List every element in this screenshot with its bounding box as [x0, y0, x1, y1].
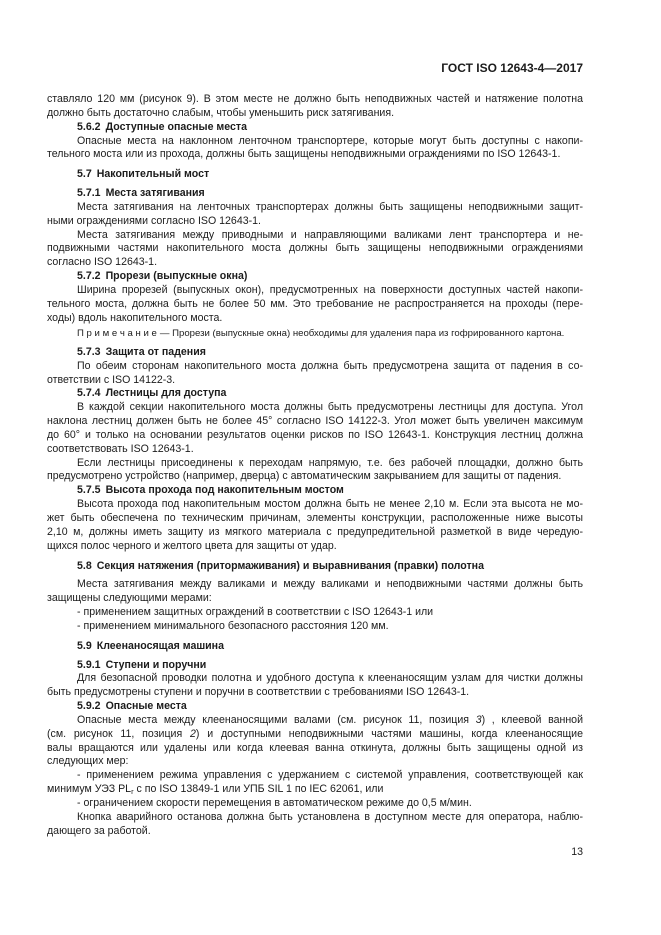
text-line: Места затягивания на ленточных транспортерах должны быть защищены неподвижными защит- — [77, 200, 583, 213]
section-number: 5.9 — [77, 639, 92, 652]
document-designation: ГОСТ ISO 12643-4—2017 — [441, 61, 583, 75]
text-line: - применением режима управления с удержанием с системой управления, соответствующей как — [77, 769, 583, 782]
measures-list — [47, 769, 583, 811]
clause-title: Ступени и поручни — [105, 658, 207, 671]
clause-number: 5.7.4 — [77, 387, 101, 400]
text-line: предусмотрено устройство (например, дверца) с автоматическим закрыванием для защиты от падения. — [47, 470, 562, 483]
section-title: Клеенаносящая машина — [96, 639, 224, 652]
text-line: ными ограждениями согласно ISO 12643-1. — [47, 214, 261, 227]
clause-heading-5-7-4 — [47, 387, 583, 401]
text-line: должно быть достаточно слабым, чтобы уменьшить риск затягивания. — [47, 106, 395, 119]
paragraph — [47, 201, 583, 229]
paragraph — [47, 135, 583, 163]
text-line: 2,10 м, должны иметь защиту из мягкого материала с предупредительной разметкой в виде чередую- — [47, 525, 583, 538]
text-line — [47, 714, 583, 728]
paragraph — [47, 498, 583, 553]
text-line: В каждой секции накопительного моста должны быть предусмотрены лестницы для доступа. Угол — [77, 401, 583, 414]
clause-number: 5.7.3 — [77, 345, 101, 358]
text-line: Опасные места на наклонном ленточном транспортере, которые могут быть доступны с накопи- — [77, 134, 583, 147]
text-line: дающего за работой. — [47, 824, 151, 837]
section-heading-5-7 — [47, 168, 583, 182]
section-heading-5-8 — [47, 560, 583, 574]
subscript: r — [131, 787, 134, 797]
text-line: защищены следующими мерами: — [47, 592, 212, 605]
clause-title: Лестницы для доступа — [105, 387, 227, 400]
paragraph — [47, 672, 583, 700]
text-segment: (см. рисунок 11, позиция — [47, 727, 190, 740]
list-item — [47, 769, 583, 797]
section-title: Накопительный мост — [96, 168, 210, 181]
list-item: - применением минимального безопасного расстояния 120 мм. — [77, 619, 389, 632]
text-line: Высота прохода под накопительным мостом должна быть не менее 2,10 м. Если эта высота не мо- — [77, 498, 583, 511]
text-line: щихся полос черного и желтого цвета для защиты от удар. — [47, 539, 337, 552]
clause-title: Опасные места — [105, 700, 187, 713]
clause-heading-5-6-2 — [47, 121, 583, 135]
text-line: согласно ISO 12643-1. — [47, 256, 158, 269]
clause-number: 5.9.2 — [77, 700, 101, 713]
clause-number: 5.6.2 — [77, 120, 101, 133]
text-line: Для безопасной проводки полотна и удобного доступа к клеенаносящим узлам для чистки должны — [77, 672, 583, 685]
text-line: - ограничением скорости перемещения в автоматическом режиме до 0,5 м/мин. — [77, 797, 472, 809]
clause-heading-5-7-1 — [47, 187, 583, 201]
clause-title: Прорези (выпускные окна) — [105, 270, 248, 283]
clause-number: 5.7.5 — [77, 484, 101, 497]
list-item: - применением защитных ограждений в соответствии с ISO 12643-1 или — [77, 606, 434, 619]
text-line: Если лестницы присоединены к переходам напрямую, т.е. без рабочей площадки, должно быть — [77, 456, 583, 469]
clause-number: 5.7.2 — [77, 270, 101, 283]
text-line: ответствии с ISO 14122-3. — [47, 373, 176, 386]
clause-number: 5.7.1 — [77, 187, 101, 200]
note-label: П р и м е ч а н и е — [77, 328, 157, 339]
paragraph — [47, 714, 583, 769]
clause-title: Защита от падения — [105, 345, 206, 358]
paragraph — [47, 284, 583, 326]
section-number: 5.8 — [77, 559, 92, 572]
text-line: жет быть обеспечена по техническим причинам, элементы конструкции, расположенные ниже высоты — [47, 511, 583, 524]
text-line: Места затягивания между валиками и между валиками и неподвижными частями должны быть — [77, 578, 583, 591]
text-line: ставляло 120 мм (рисунок 9). В этом месте не должно быть неподвижных частей и натяжение полотна — [47, 93, 583, 105]
clause-heading-5-7-5 — [47, 484, 583, 498]
text-line: тельного моста или из прохода, должны быть защищены неподвижными ограждениями по ISO 12643-1. — [47, 148, 561, 161]
section-number: 5.7 — [77, 168, 92, 181]
page-number: 13 — [571, 846, 583, 858]
section-title: Секция натяжения (притормаживания) и выравнивания (правки) полотна — [96, 559, 484, 572]
paragraph — [47, 401, 583, 456]
text-line: Ширина прорезей (выпускных окон), предусмотренных на поверхности доступных частей накопи- — [77, 283, 583, 296]
paragraph-continued — [47, 93, 583, 121]
text-line: соответствовать ISO 12643-1. — [47, 442, 194, 455]
clause-title: Доступные опасные места — [105, 120, 247, 133]
note-text: — Прорези (выпускные окна) необходимы для удаления пара из гофрированного картона. — [159, 328, 565, 339]
clause-title: Высота прохода под накопительным мостом — [105, 484, 344, 497]
text-segment: ) и доступными неподвижными частями машины, когда клеенаносящие — [195, 727, 583, 740]
paragraph — [47, 360, 583, 388]
list-item — [47, 797, 583, 811]
text-line — [47, 728, 583, 742]
position-number: 3 — [475, 713, 482, 726]
text-line: валы вращаются или удалены или когда клеевая ванна откинута, должны быть защищены одной из — [47, 741, 583, 754]
text-segment: c по ISO 13849-1 или УПБ SIL 1 по IEC 62061, или — [133, 783, 384, 796]
text-line: следующих мер: — [47, 755, 129, 768]
text-line — [47, 783, 583, 797]
position-number: 2 — [190, 727, 196, 740]
text-segment: Опасные места между клеенаносящими валами (см. рисунок 11, позиция — [77, 713, 476, 726]
note — [47, 327, 583, 341]
text-segment: минимум УЭЗ PL — [47, 783, 132, 796]
clause-title: Места затягивания — [105, 187, 205, 200]
measures-list — [47, 606, 583, 634]
document-body — [47, 93, 583, 839]
text-line: Кнопка аварийного останова должна быть установлена в доступном месте для оператора, наблю- — [77, 810, 583, 823]
paragraph — [47, 229, 583, 271]
section-heading-5-9 — [47, 640, 583, 654]
text-line: По обеим сторонам накопительного моста должна быть предусмотрена защита от падения в со- — [77, 359, 583, 372]
clause-heading-5-9-1 — [47, 659, 583, 673]
text-line: подвижными частями накопительного моста должны быть защищены неподвижными ограждениями — [47, 242, 583, 255]
paragraph — [47, 811, 583, 839]
clause-number: 5.9.1 — [77, 658, 101, 671]
clause-heading-5-7-2 — [47, 270, 583, 284]
paragraph — [47, 457, 583, 485]
text-line: тельного моста, должна быть не более 50 мм. Это требование не распространяется на проходы (пере- — [47, 297, 583, 310]
text-line: наклона лестниц должен быть не более 45° согласно ISO 14122-3. Угол может быть увеличен максимум — [47, 415, 583, 428]
text-line: до 60° и только на основании результатов оценки рисков по ISO 12643-1. Конструкция лестниц должна — [47, 428, 583, 441]
clause-heading-5-7-3 — [47, 346, 583, 360]
text-line: ходы) вдоль накопительного моста. — [47, 311, 223, 324]
clause-heading-5-9-2 — [47, 700, 583, 714]
text-line: Места затягивания между приводными и направляющими валиками лент транспортера и не- — [77, 228, 583, 241]
text-line: быть предусмотрены ступени и поручни в соответствии с требованиями ISO 12643-1. — [47, 686, 470, 699]
text-segment: ) , клеевой ванной — [481, 713, 583, 726]
paragraph — [47, 578, 583, 606]
